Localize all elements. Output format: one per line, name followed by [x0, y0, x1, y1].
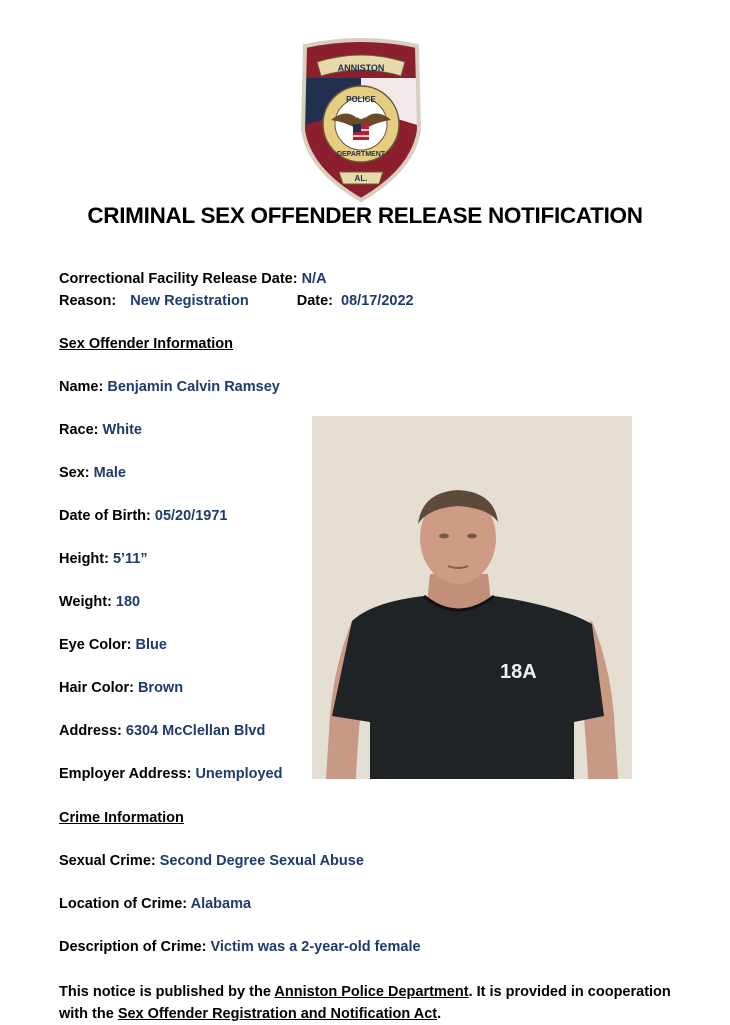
weight-line	[59, 594, 140, 610]
offender-section-heading: Sex Offender Information	[59, 336, 234, 352]
facility-release-value: N/A	[301, 271, 327, 287]
sex-value: Male	[93, 465, 126, 481]
badge-top-text: ANNISTON	[337, 63, 385, 73]
notice-text-1: This notice is published by the	[59, 984, 275, 1000]
publication-notice	[59, 981, 679, 1025]
badge-state-text: AL.	[354, 174, 368, 183]
badge-police-text: POLICE	[346, 95, 376, 104]
employer-line	[59, 766, 282, 782]
notice-text-3: .	[437, 1006, 442, 1022]
facility-release-line	[59, 271, 327, 287]
dob-line	[59, 508, 227, 524]
badge-department-text: DEPARTMENT	[336, 151, 386, 158]
facility-release-label: Correctional Facility Release Date:	[59, 271, 298, 287]
height-label: Height:	[59, 551, 109, 567]
location-value: Alabama	[190, 896, 252, 912]
reason-value: New Registration	[130, 293, 249, 309]
notice-act: Sex Offender Registration and Notification Act	[117, 1006, 438, 1022]
description-line	[59, 939, 421, 955]
description-value: Victim was a 2-year-old female	[210, 939, 421, 955]
notice-text-2: . It is provided in cooperation with the	[59, 984, 671, 1022]
offender-photo	[312, 416, 632, 779]
height-line	[59, 551, 148, 567]
weight-value: 180	[115, 594, 141, 610]
height-value: 5’11”	[112, 551, 148, 567]
location-line	[59, 896, 251, 912]
hair-color-label: Hair Color:	[59, 680, 134, 696]
date-label: Date:	[296, 293, 333, 309]
page-title: CRIMINAL SEX OFFENDER RELEASE NOTIFICATION	[87, 203, 643, 228]
eye-color-value: Blue	[135, 637, 167, 653]
location-label: Location of Crime:	[59, 896, 188, 912]
sexual-crime-value: Second Degree Sexual Abuse	[159, 853, 364, 869]
address-label: Address:	[59, 723, 122, 739]
notice-department: Anniston Police Department	[274, 984, 469, 1000]
hair-color-value: Brown	[137, 680, 184, 696]
hair-color-line	[59, 680, 183, 696]
date-value: 08/17/2022	[341, 293, 414, 309]
sexual-crime-label: Sexual Crime:	[59, 853, 156, 869]
address-value: 6304 McClellan Blvd	[125, 723, 266, 739]
sexual-crime-line	[59, 853, 364, 869]
shirt-print-text: 18A	[500, 661, 537, 683]
eye-color-label: Eye Color:	[59, 637, 132, 653]
employer-value: Unemployed	[195, 766, 283, 782]
eye-color-line	[59, 637, 167, 653]
description-label: Description of Crime:	[59, 939, 207, 955]
crime-section-heading: Crime Information	[59, 810, 184, 826]
race-value: White	[102, 422, 142, 438]
weight-label: Weight:	[59, 594, 112, 610]
sex-line	[59, 465, 126, 481]
dob-value: 05/20/1971	[154, 508, 228, 524]
race-line	[59, 422, 142, 438]
reason-label: Reason:	[59, 293, 117, 309]
employer-label: Employer Address:	[59, 766, 192, 782]
reason-date-line	[59, 293, 414, 309]
dob-label: Date of Birth:	[59, 508, 151, 524]
name-line	[59, 379, 280, 395]
name-value: Benjamin Calvin Ramsey	[107, 379, 280, 395]
sex-label: Sex:	[59, 465, 90, 481]
address-line	[59, 723, 265, 739]
name-label: Name:	[59, 379, 104, 395]
race-label: Race:	[59, 422, 99, 438]
police-badge-logo	[295, 38, 427, 202]
